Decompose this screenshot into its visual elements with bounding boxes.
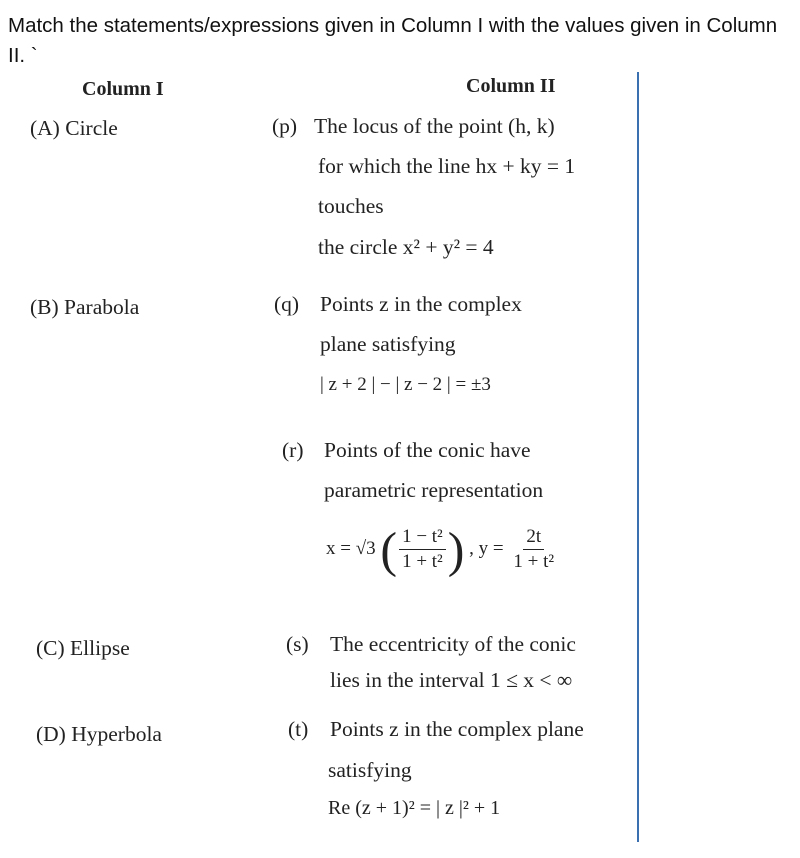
item-p-line-1: The locus of the point (h, k): [314, 114, 555, 138]
y-fraction: [510, 525, 557, 574]
column-1-item-d: [36, 721, 162, 747]
denominator: 1 + t²: [402, 551, 443, 573]
column-1-item-a: [30, 115, 118, 141]
item-q-line-2: plane satisfying: [320, 332, 456, 356]
item-q-line-1: Points z in the complex: [320, 292, 522, 316]
column-2-item-r-label: (r): [282, 438, 304, 462]
column-2-item-p-label: (p): [272, 114, 298, 138]
item-text: Hyperbola: [71, 722, 162, 746]
item-s-line-2: lies in the interval 1 ≤ x < ∞: [330, 668, 573, 692]
item-r-formula: [326, 522, 559, 576]
column-2-item-s-label: (s): [286, 632, 309, 656]
item-label: (D): [36, 722, 66, 746]
item-text: Parabola: [64, 295, 140, 319]
item-label: (A): [30, 116, 60, 140]
divider-line: [637, 72, 639, 842]
item-q-line-3: | z + 2 | − | z − 2 | = ±3: [320, 374, 491, 395]
item-text: Ellipse: [70, 636, 130, 660]
item-t-line-2: satisfying: [328, 758, 412, 782]
question-text: Match the statements/expressions given in Column I with the values given in Column II. `: [8, 14, 778, 67]
x-fraction: [399, 525, 446, 574]
item-text: Circle: [65, 116, 118, 140]
item-t-line-3: Re (z + 1)² = | z |² + 1: [328, 797, 501, 819]
item-p-line-4: the circle x² + y² = 4: [318, 235, 494, 259]
item-t-line-1: Points z in the complex plane: [330, 717, 584, 741]
item-label: (C): [36, 636, 65, 660]
item-r-line-2: parametric representation: [324, 478, 544, 502]
right-paren: ): [447, 521, 465, 578]
item-p-line-2: for which the line hx + ky = 1: [318, 154, 576, 178]
column-1-header: Column I: [82, 78, 164, 100]
item-s-line-1: The eccentricity of the conic: [330, 632, 576, 656]
numerator: 1 − t²: [399, 525, 446, 550]
column-1-item-c: [36, 635, 130, 661]
item-r-line-1: Points of the conic have: [324, 438, 531, 462]
column-1-item-b: [30, 294, 139, 320]
formula-x-lhs: x = √3: [326, 538, 376, 559]
numerator: 2t: [523, 525, 544, 550]
formula-y-lhs: , y =: [469, 538, 504, 559]
left-paren: (: [380, 521, 398, 578]
column-2-item-q-label: (q): [274, 292, 300, 316]
item-p-line-3: touches: [318, 194, 384, 218]
item-label: (B): [30, 295, 59, 319]
denominator: 1 + t²: [513, 551, 555, 573]
column-2-header: Column II: [466, 75, 556, 97]
column-2-item-t-label: (t): [288, 717, 309, 741]
